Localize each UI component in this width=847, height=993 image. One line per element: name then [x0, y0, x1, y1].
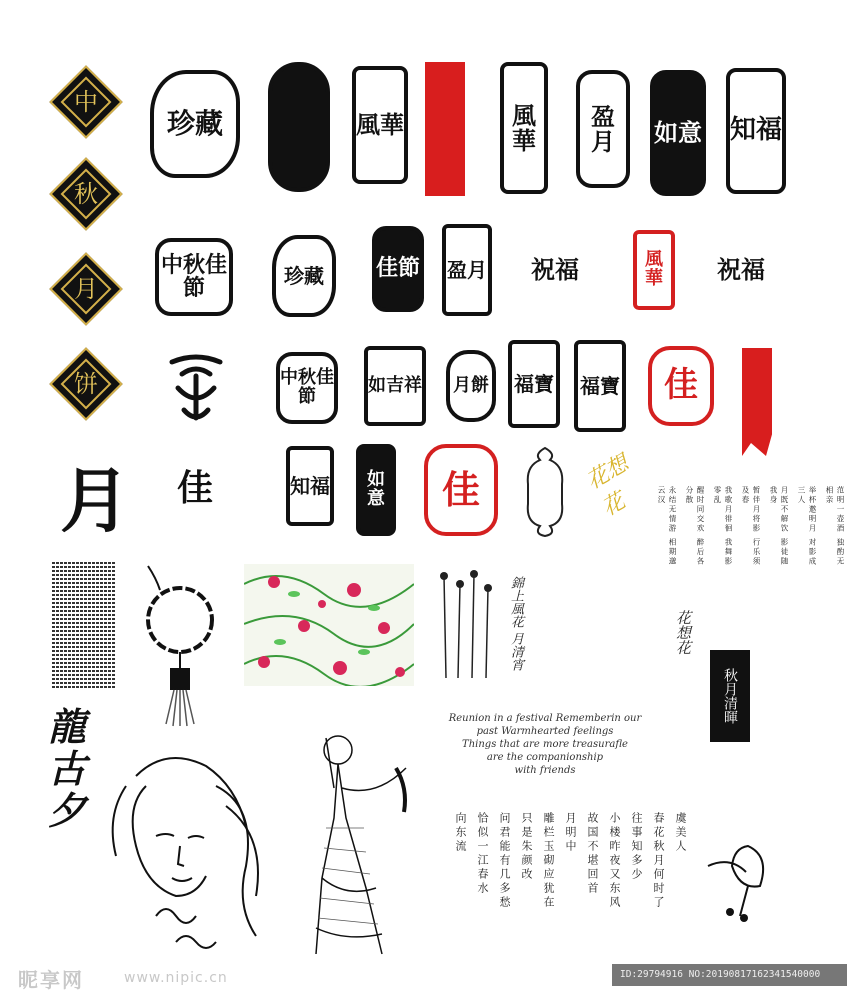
red-bar-brush — [742, 348, 772, 456]
badge-char: 月 — [74, 275, 98, 303]
seal-zhifu: 知福 — [726, 68, 786, 194]
seal-fenghua-1: 風華 — [352, 66, 408, 184]
badge-char: 饼 — [74, 370, 98, 398]
right-calligraphy: 花想花 — [674, 610, 692, 655]
badge-qiu — [52, 160, 120, 228]
seal-fenghua-2: 風華 — [500, 62, 548, 194]
badge-yue — [52, 255, 120, 323]
seal-jiajie: 佳節 — [372, 226, 424, 312]
seal-zhencang-small: 珍藏 — [272, 235, 336, 317]
small-poem: 范明一壶酒 独酌无相亲 举杯邀明月 对影成三人 月既不解饮 影徒随我身 暂伴月将影 行乐须及春 我歌月徘徊 我舞影零乱 醒时同交欢 醉后各分散 永结无情游 相期邈云汉 — [657, 486, 845, 567]
cloud-ornament — [162, 352, 230, 424]
woman-face-lineart — [96, 746, 276, 956]
seal-zhufu-1: 祝福 — [531, 255, 579, 285]
seal-fubao-1: 福寶 — [508, 340, 560, 428]
watermark-logo: 昵享网 — [18, 968, 84, 992]
calligraphy-longguxi: 龍古夕 — [48, 704, 87, 833]
ornamental-frame — [520, 444, 570, 540]
dancer-lineart — [286, 728, 436, 958]
calligraphy-huaxiang-gold: 花想花 — [582, 450, 633, 522]
badge-char: 中 — [74, 88, 98, 116]
badge-char: 秋 — [74, 180, 98, 208]
poem-yumeiren: 虞美人 春花秋月何时了 往事知多少 小楼昨夜又东风 故国不堪回首 月明中 雕栏玉砌应犹在 只是朱颜改 问君能有几多愁 恰似一江春水 向东流 — [454, 812, 687, 910]
english-verse: Reunion in a festival Rememberin our past Warmhearted feelings Things that are more treasurafle are the companionship with friends — [448, 713, 642, 776]
seal-black-swirl — [268, 62, 330, 192]
image-id-bar: ID:29794916 NO:20190817162341540000 — [612, 964, 847, 986]
flower-stems — [436, 566, 496, 684]
title-badge: 秋月清暉 — [710, 650, 750, 742]
seal-ru-jixiang: 如吉祥 — [364, 346, 426, 426]
seal-jia-red-2: 佳 — [424, 444, 498, 536]
badge-bing — [52, 350, 120, 418]
halftone-texture — [52, 562, 116, 690]
seal-zhongqiu-jiajie-2: 中秋佳節 — [276, 352, 338, 424]
pendant-knot — [140, 560, 240, 730]
seal-yingyue: 盈月 — [576, 70, 630, 188]
seal-fenghua-red: 風華 — [633, 230, 675, 310]
seal-zhifu-small: 知福 — [286, 446, 334, 526]
red-bar-seal — [425, 62, 465, 196]
seal-jia-red-1: 佳 — [648, 346, 714, 426]
seal-zhencang: 珍藏 — [150, 70, 240, 178]
seal-jia-black: 佳 — [176, 467, 213, 510]
floral-pattern — [244, 564, 414, 686]
badge-zhong — [52, 68, 120, 136]
seal-yingyue-small: 盈月 — [442, 224, 492, 316]
watermark-footer — [0, 962, 847, 993]
seal-ruyi: 如意 — [650, 70, 706, 196]
seal-ruyi-small: 如意 — [356, 444, 396, 536]
seal-fubao-2: 福寶 — [574, 340, 626, 432]
seal-zhufu-2: 祝福 — [717, 255, 765, 285]
seal-zhongqiu-jiajie: 中秋佳節 — [155, 238, 233, 316]
flower-outline — [700, 826, 800, 926]
seal-yuebing: 月餅 — [446, 350, 496, 422]
center-calligraphy: 錦上風花 月清宵 — [508, 576, 523, 672]
calligraphy-yue: 月 — [60, 459, 130, 542]
watermark-url: www.nipic.cn — [124, 970, 228, 986]
